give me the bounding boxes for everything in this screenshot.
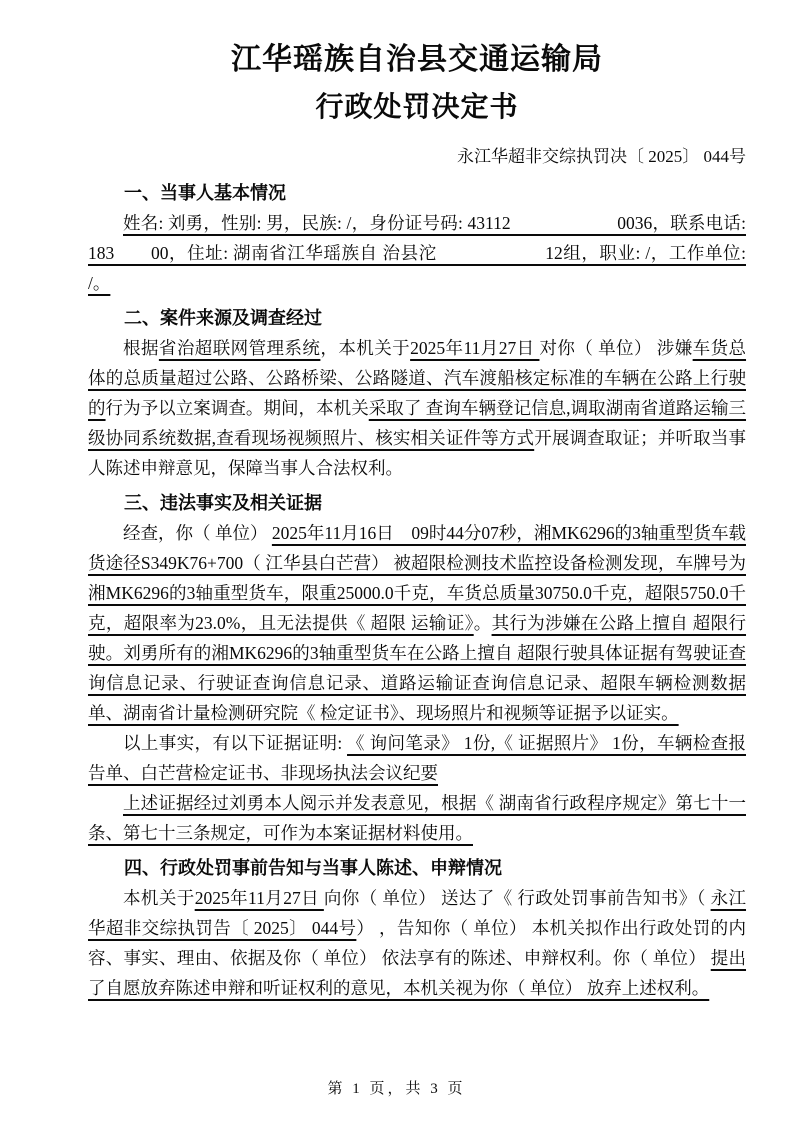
paragraph	[88, 728, 746, 788]
underlined-text: 2025年11月27日	[194, 888, 324, 908]
underlined-text: 2025年11月16日 09时44分07秒，湘MK6296的3轴重型货车载货途径S349K76+700（ 江华县白芒营） 被超限检测技术监控设备检测发现，车牌号为湘MK6296的3轴重型货车，限重25000.0千克，车货总质量30750.0千克，超限5750.0千克，超限率为23.0%，且无法提供《 超限 运输证》	[88, 523, 746, 633]
underlined-text: 《 询问笔录》 1份,《 证据照片》 1份，车辆检查报告单、白芒营检定证书、非现场执法会议纪要	[88, 733, 746, 783]
plain-text: 以上事实，有以下证据证明:	[123, 733, 348, 753]
plain-text: 本机关于	[123, 888, 195, 908]
doc-title: 行政处罚决定书	[315, 91, 519, 122]
underlined-text: 上述证据经过刘勇本人阅示并发表意见，根据《 湖南省行政程序规定》第七十一条、第七十三条规定，可作为本案证据材料使用。	[88, 793, 746, 843]
paragraph	[88, 333, 746, 483]
underlined-text: 采取了 查询车辆登记信息,调取湖南省道路运输三级协同系统数据,查看现场视频照片、核实相关证件等方式	[88, 398, 747, 448]
plain-text: 开展调查取证；并听取当事人陈述申辩意见，保障当事人合法权利。	[88, 428, 747, 478]
underlined-text: 其行为涉嫌在公路上擅自 超限行驶。刘勇所有的湘MK6296的3轴重型货车在公路上擅自 超限行驶具体证据有驾驶证查询信息记录、行驶证查询信息记录、道路运输证查询信息记录、超限车辆检测数据单、湖南省计量检测研究院《 检定证书》、现场照片和视频等证据予以证实。	[88, 613, 747, 723]
section-heading: 一、当事人基本情况	[124, 183, 286, 203]
section	[88, 178, 746, 298]
underlined-text: 省治超联网管理系统	[158, 338, 321, 358]
plain-text: ） ，告知你（ 单位） 本机关拟作出行政处罚的内容、事实、理由、依据及你（ 单位） 依法享有的陈述、申辩权利。你（ 单位）	[88, 918, 747, 968]
plain-text: ，本机关于	[320, 338, 411, 358]
plain-text: 向你（ 单位） 送达了《 行政处罚事前告知书》（	[323, 888, 711, 908]
plain-text: 对你（ 单位） 涉嫌	[539, 338, 693, 358]
paragraph	[88, 788, 746, 848]
plain-text: 根据	[123, 338, 159, 358]
underlined-text: 姓名: 刘勇，性别: 男，民族: /，身份证号码: 43112 0036，联系电话: 183 00，住址: 湖南省江华瑶族自 治县沱 12组，职业: /，工作单位: /。	[88, 213, 746, 293]
section	[88, 853, 746, 1003]
paragraph	[88, 883, 746, 1003]
underlined-text: 2025年11月27日	[410, 338, 540, 358]
org-title: 江华瑶族自治县交通运输局	[231, 43, 603, 76]
section	[88, 488, 746, 848]
underlined-text: 车货总体的总质量超过公路、公路桥梁、公路隧道、汽车渡船核定标准的车辆在公路上行驶的	[88, 338, 747, 418]
plain-text: 行为予以立案调查。期间，本机关	[105, 398, 369, 418]
doc-number: 永江华超非交综执罚决〔 2025〕 044号	[457, 147, 746, 166]
plain-text: 。	[473, 613, 492, 633]
underlined-text: 永江华超非交综执罚告〔 2025〕 044号	[88, 888, 747, 938]
section	[88, 303, 746, 483]
paragraph	[88, 208, 746, 298]
paragraph	[88, 518, 746, 728]
underlined-text: 提出了自愿放弃陈述申辩和听证权利的意见，本机关视为你（ 单位） 放弃上述权利。	[88, 948, 747, 998]
section-heading: 三、违法事实及相关证据	[124, 493, 322, 513]
document-body	[88, 178, 746, 1003]
page-footer: 第 1 页，共 3 页	[327, 1081, 466, 1097]
section-heading: 四、行政处罚事前告知与当事人陈述、申辩情况	[124, 858, 502, 878]
section-heading: 二、案件来源及调查经过	[124, 308, 322, 328]
plain-text: 经查，你（ 单位）	[123, 523, 272, 543]
